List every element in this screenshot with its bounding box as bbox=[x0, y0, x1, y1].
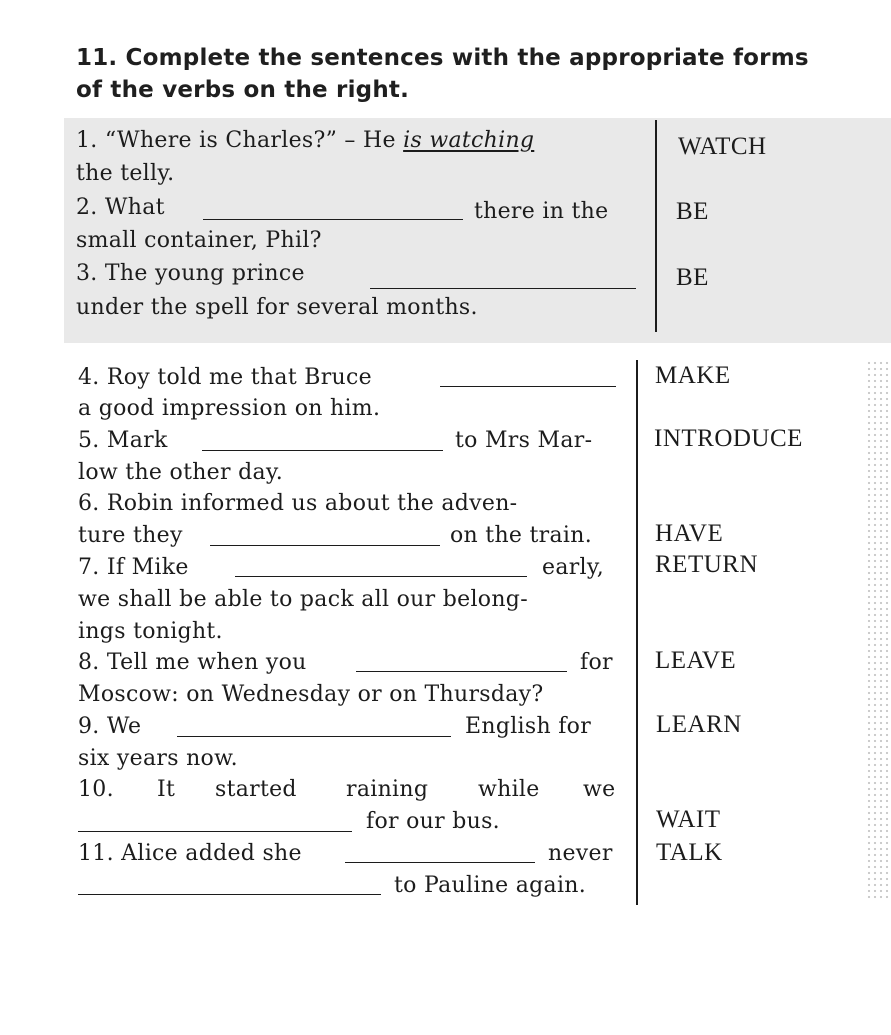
item-11-blank-2[interactable] bbox=[78, 894, 381, 895]
item-9-verb: LEARN bbox=[656, 711, 742, 738]
item-7-line-1b: early, bbox=[542, 555, 604, 580]
item-10-word-5: while bbox=[478, 777, 540, 802]
item-11-line-1a: 11. Alice added she bbox=[78, 841, 302, 866]
item-9-line-2: six years now. bbox=[78, 746, 238, 771]
column-divider-bottom bbox=[636, 360, 638, 905]
item-7-line-2: we shall be able to pack all our belong- bbox=[78, 587, 528, 612]
item-10-word-6: we bbox=[583, 777, 616, 802]
item-2-line-1b: there in the bbox=[474, 199, 609, 224]
item-8-line-2: Moscow: on Wednesday or on Thursday? bbox=[78, 682, 544, 707]
item-2-line-1a: 2. What bbox=[76, 195, 165, 220]
column-divider-top bbox=[655, 120, 657, 332]
item-6-line-1: 6. Robin informed us about the adven- bbox=[78, 491, 518, 516]
item-7-verb: RETURN bbox=[655, 551, 758, 578]
item-3-verb: BE bbox=[676, 264, 709, 291]
item-6-line-2a: ture they bbox=[78, 523, 183, 548]
item-10-word-4: raining bbox=[346, 777, 429, 802]
item-11-line-2: to Pauline again. bbox=[394, 873, 587, 898]
item-5-verb: INTRODUCE bbox=[654, 425, 803, 452]
item-8-line-1b: for bbox=[580, 650, 613, 675]
item-1-line-2: the telly. bbox=[76, 161, 175, 186]
item-2-line-2: small container, Phil? bbox=[76, 228, 322, 253]
item-11-line-1b: never bbox=[548, 841, 613, 866]
item-5-blank[interactable] bbox=[202, 450, 443, 451]
item-8-verb: LEAVE bbox=[655, 647, 737, 674]
item-3-line-2: under the spell for several months. bbox=[76, 295, 478, 320]
item-3-line-1: 3. The young prince bbox=[76, 261, 305, 286]
item-10-word-1: 10. bbox=[78, 777, 114, 802]
item-4-line-2: a good impression on him. bbox=[78, 396, 381, 421]
item-5-line-2: low the other day. bbox=[78, 460, 284, 485]
item-10-word-3: started bbox=[215, 777, 297, 802]
exercise-title bbox=[76, 42, 886, 106]
item-5-line-1b: to Mrs Mar- bbox=[455, 428, 593, 453]
item-1-line-1: 1. “Where is Charles?” – He is watching bbox=[76, 128, 535, 153]
item-10-word-2: It bbox=[157, 777, 176, 802]
item-7-blank[interactable] bbox=[235, 576, 527, 577]
item-3-blank[interactable] bbox=[370, 288, 636, 289]
page-edge-dot-pattern bbox=[866, 360, 891, 900]
item-4-line-1: 4. Roy told me that Bruce bbox=[78, 365, 372, 390]
item-1-answer: is watching bbox=[403, 128, 535, 153]
item-2-blank[interactable] bbox=[203, 219, 463, 220]
item-11-verb: TALK bbox=[656, 839, 723, 866]
item-7-line-1a: 7. If Mike bbox=[78, 555, 189, 580]
item-4-verb: MAKE bbox=[655, 362, 731, 389]
item-9-blank[interactable] bbox=[177, 736, 451, 737]
title-line-1: 11. Complete the sentences with the appropriate forms bbox=[76, 45, 809, 71]
item-5-line-1a: 5. Mark bbox=[78, 428, 168, 453]
item-11-blank-1[interactable] bbox=[345, 862, 535, 863]
item-7-line-3: ings tonight. bbox=[78, 619, 223, 644]
item-2-verb: BE bbox=[676, 198, 709, 225]
item-10-verb: WAIT bbox=[656, 806, 721, 833]
item-9-line-1a: 9. We bbox=[78, 714, 142, 739]
item-9-line-1b: English for bbox=[465, 714, 592, 739]
item-8-blank[interactable] bbox=[356, 671, 567, 672]
item-10-blank[interactable] bbox=[78, 831, 352, 832]
item-1-verb: WATCH bbox=[678, 133, 767, 160]
title-line-2: of the verbs on the right. bbox=[76, 77, 410, 103]
item-4-blank[interactable] bbox=[440, 386, 616, 387]
item-10-line-2: for our bus. bbox=[366, 809, 500, 834]
item-6-blank[interactable] bbox=[210, 545, 440, 546]
item-6-verb: HAVE bbox=[655, 520, 724, 547]
item-8-line-1a: 8. Tell me when you bbox=[78, 650, 307, 675]
item-6-line-2b: on the train. bbox=[450, 523, 593, 548]
